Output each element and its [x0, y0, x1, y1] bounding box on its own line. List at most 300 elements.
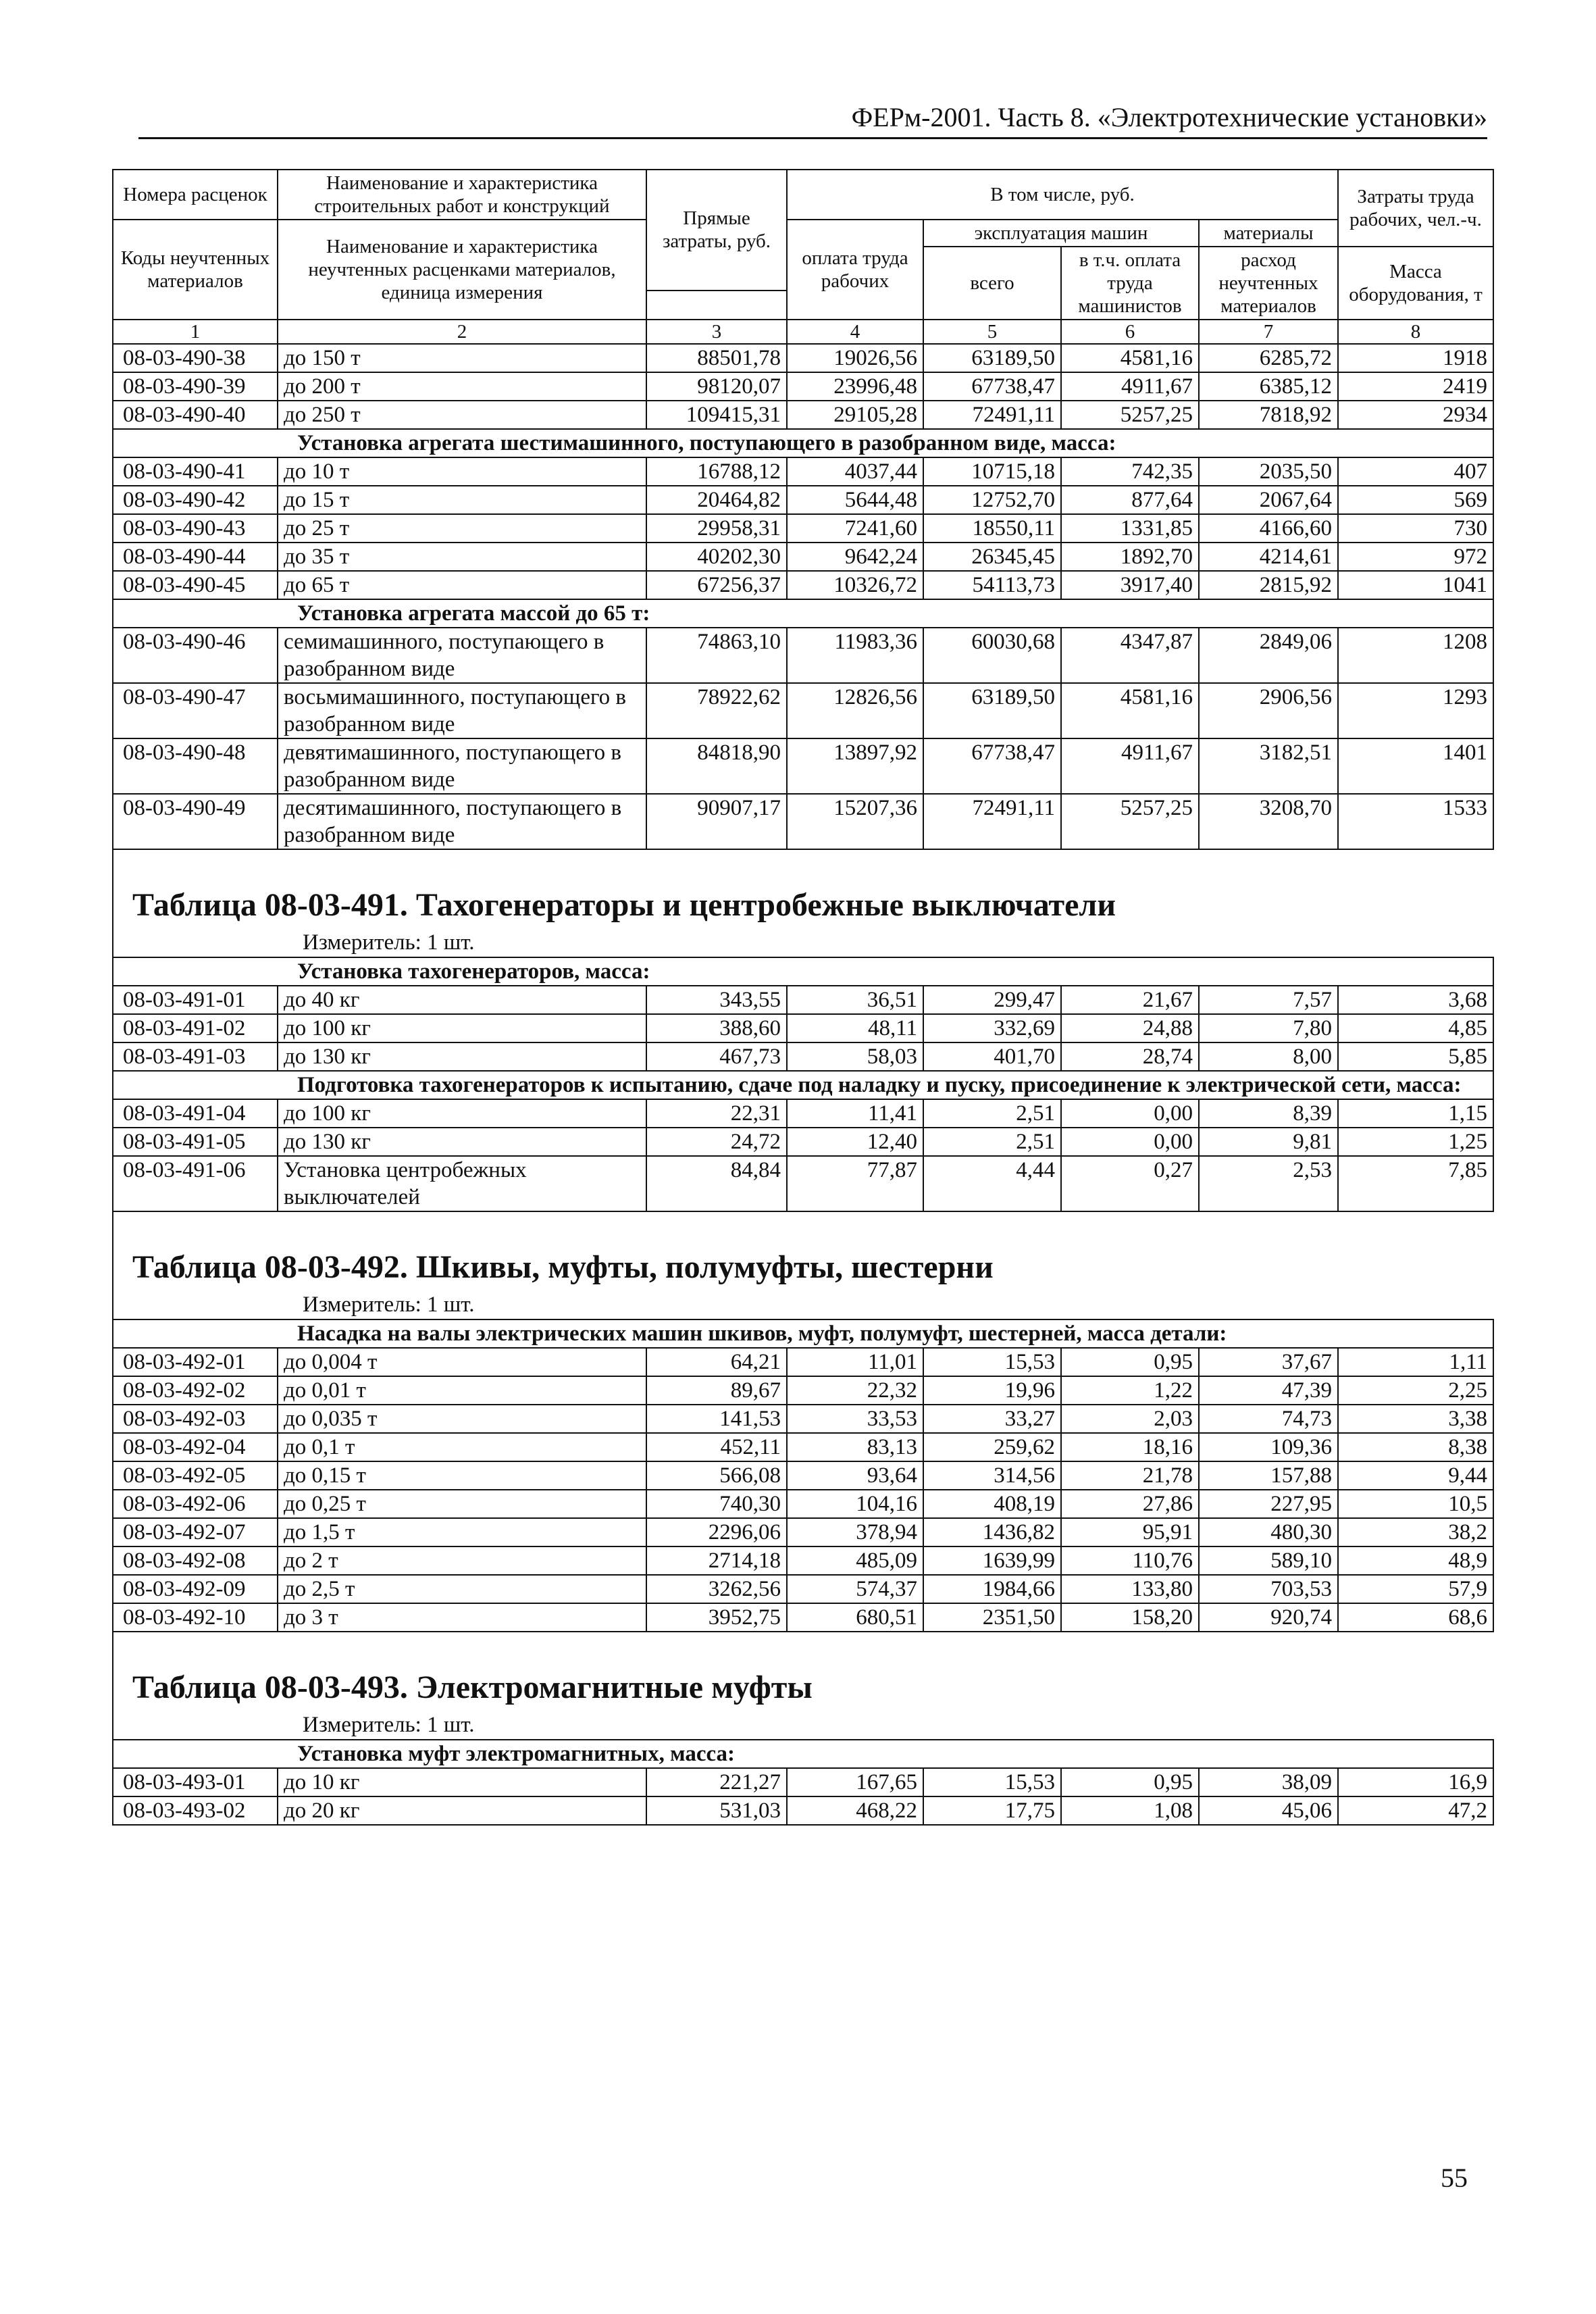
materials: 7818,92 — [1199, 401, 1338, 429]
machinist-wages: 0,00 — [1061, 1099, 1199, 1128]
table-row — [113, 543, 1493, 571]
section-heading: Установка муфт электромагнитных, масса: — [113, 1740, 1493, 1768]
work-name: до 25 т — [278, 514, 646, 543]
rate-code: 08-03-491-06 — [113, 1156, 278, 1211]
machines-total: 1984,66 — [923, 1575, 1061, 1603]
table-gap — [113, 849, 1493, 877]
labor: 9,44 — [1338, 1461, 1493, 1490]
section-heading: Насадка на валы электрических машин шкивов, муфт, полумуфт, шестерней, масса детали: — [113, 1319, 1493, 1348]
table-title: Таблица 08-03-493. Электромагнитные муфты — [132, 1669, 813, 1705]
rate-code: 08-03-490-40 — [113, 401, 278, 429]
work-name: до 10 кг — [278, 1768, 646, 1796]
table-title-row — [113, 1659, 1493, 1740]
labor: 16,9 — [1338, 1768, 1493, 1796]
materials: 4166,60 — [1199, 514, 1338, 543]
table-row — [113, 1490, 1493, 1518]
table-header — [113, 170, 1493, 344]
materials: 9,81 — [1199, 1128, 1338, 1156]
table-row — [113, 1603, 1493, 1632]
wages: 10326,72 — [787, 571, 923, 599]
rate-code: 08-03-493-01 — [113, 1768, 278, 1796]
machinist-wages: 21,78 — [1061, 1461, 1199, 1490]
table-row — [113, 457, 1493, 486]
direct-costs: 20464,82 — [646, 486, 787, 514]
column-number: 5 — [923, 320, 1061, 344]
wages: 4037,44 — [787, 457, 923, 486]
rate-code: 08-03-492-05 — [113, 1461, 278, 1490]
materials: 2906,56 — [1199, 683, 1338, 738]
labor: 2934 — [1338, 401, 1493, 429]
materials: 37,67 — [1199, 1348, 1338, 1376]
work-name: семимашинного, поступающего в разобранном виде — [278, 628, 646, 683]
section-heading: Установка агрегата массой до 65 т: — [113, 599, 1493, 628]
rate-code: 08-03-490-49 — [113, 794, 278, 849]
labor: 407 — [1338, 457, 1493, 486]
wages: 104,16 — [787, 1490, 923, 1518]
work-name: десятимашинного, поступающего в разобранном виде — [278, 794, 646, 849]
table-title-row — [113, 1239, 1493, 1319]
machines-total: 4,44 — [923, 1156, 1061, 1211]
machines-total: 19,96 — [923, 1376, 1061, 1405]
wages: 93,64 — [787, 1461, 923, 1490]
col-name-top: Наименование и характеристика строительных работ и конструкций — [278, 170, 646, 220]
direct-costs: 141,53 — [646, 1405, 787, 1433]
direct-costs: 40202,30 — [646, 543, 787, 571]
materials: 7,80 — [1199, 1014, 1338, 1042]
machines-total: 18550,11 — [923, 514, 1061, 543]
work-name: до 0,01 т — [278, 1376, 646, 1405]
machinist-wages: 5257,25 — [1061, 794, 1199, 849]
table-title-cell — [113, 877, 1493, 957]
labor: 3,38 — [1338, 1405, 1493, 1433]
column-numbers-row — [113, 320, 1493, 344]
section-heading: Подготовка тахогенераторов к испытанию, сдаче под наладку и пуску, присоединение к электрической сети, масса: — [113, 1071, 1493, 1099]
machinist-wages: 2,03 — [1061, 1405, 1199, 1433]
wages: 36,51 — [787, 986, 923, 1014]
rate-code: 08-03-490-45 — [113, 571, 278, 599]
materials: 4214,61 — [1199, 543, 1338, 571]
table-row — [113, 1768, 1493, 1796]
table-row — [113, 1546, 1493, 1575]
labor: 730 — [1338, 514, 1493, 543]
table-row — [113, 1348, 1493, 1376]
work-name: до 0,15 т — [278, 1461, 646, 1490]
col-name-bottom: Наименование и характеристика неучтенных расценками материалов, единица измерения — [278, 220, 646, 320]
machines-total: 15,53 — [923, 1348, 1061, 1376]
table-title-cell — [113, 1239, 1493, 1319]
machinist-wages: 28,74 — [1061, 1042, 1199, 1071]
table-row — [113, 1042, 1493, 1071]
table-measure: Измеритель: 1 шт. — [303, 1292, 475, 1317]
col-equip-mass: Масса оборудования, т — [1338, 247, 1493, 320]
labor: 1,25 — [1338, 1128, 1493, 1156]
direct-costs: 452,11 — [646, 1433, 787, 1461]
machines-total: 67738,47 — [923, 372, 1061, 401]
work-name: до 100 кг — [278, 1014, 646, 1042]
rate-code: 08-03-490-43 — [113, 514, 278, 543]
direct-costs: 84,84 — [646, 1156, 787, 1211]
work-name: до 250 т — [278, 401, 646, 429]
materials: 703,53 — [1199, 1575, 1338, 1603]
machinist-wages: 4911,67 — [1061, 372, 1199, 401]
machines-total: 67738,47 — [923, 738, 1061, 794]
section-heading-row — [113, 599, 1493, 628]
labor: 1041 — [1338, 571, 1493, 599]
table-row — [113, 1128, 1493, 1156]
machines-total: 332,69 — [923, 1014, 1061, 1042]
direct-costs: 74863,10 — [646, 628, 787, 683]
materials: 38,09 — [1199, 1768, 1338, 1796]
rate-code: 08-03-491-02 — [113, 1014, 278, 1042]
col-wages: оплата труда рабочих — [787, 220, 923, 320]
direct-costs: 16788,12 — [646, 457, 787, 486]
wages: 12,40 — [787, 1128, 923, 1156]
rate-code: 08-03-493-02 — [113, 1796, 278, 1825]
direct-costs: 740,30 — [646, 1490, 787, 1518]
table-row — [113, 628, 1493, 683]
rate-code: 08-03-490-39 — [113, 372, 278, 401]
work-name: Установка центробежных выключателей — [278, 1156, 646, 1211]
labor: 47,2 — [1338, 1796, 1493, 1825]
table-row — [113, 1156, 1493, 1211]
machines-total: 1639,99 — [923, 1546, 1061, 1575]
machines-total: 17,75 — [923, 1796, 1061, 1825]
wages: 468,22 — [787, 1796, 923, 1825]
header-spacer — [646, 291, 787, 320]
materials: 2035,50 — [1199, 457, 1338, 486]
work-name: до 130 кг — [278, 1042, 646, 1071]
wages: 58,03 — [787, 1042, 923, 1071]
work-name: до 200 т — [278, 372, 646, 401]
direct-costs: 98120,07 — [646, 372, 787, 401]
materials: 109,36 — [1199, 1433, 1338, 1461]
work-name: до 0,004 т — [278, 1348, 646, 1376]
machinist-wages: 5257,25 — [1061, 401, 1199, 429]
direct-costs: 89,67 — [646, 1376, 787, 1405]
wages: 29105,28 — [787, 401, 923, 429]
rate-code: 08-03-492-02 — [113, 1376, 278, 1405]
rate-code: 08-03-490-47 — [113, 683, 278, 738]
machinist-wages: 24,88 — [1061, 1014, 1199, 1042]
machines-total: 314,56 — [923, 1461, 1061, 1490]
rate-code: 08-03-491-01 — [113, 986, 278, 1014]
machinist-wages: 877,64 — [1061, 486, 1199, 514]
machinist-wages: 4581,16 — [1061, 344, 1199, 372]
column-number: 7 — [1199, 320, 1338, 344]
labor: 2419 — [1338, 372, 1493, 401]
wages: 12826,56 — [787, 683, 923, 738]
direct-costs: 467,73 — [646, 1042, 787, 1071]
labor: 7,85 — [1338, 1156, 1493, 1211]
labor: 4,85 — [1338, 1014, 1493, 1042]
machines-total: 299,47 — [923, 986, 1061, 1014]
work-name: до 2 т — [278, 1546, 646, 1575]
machinist-wages: 95,91 — [1061, 1518, 1199, 1546]
rate-code: 08-03-492-04 — [113, 1433, 278, 1461]
machinist-wages: 1,08 — [1061, 1796, 1199, 1825]
materials: 589,10 — [1199, 1546, 1338, 1575]
work-name: до 15 т — [278, 486, 646, 514]
table-row — [113, 1014, 1493, 1042]
gap-cell — [113, 1211, 1493, 1239]
direct-costs: 343,55 — [646, 986, 787, 1014]
table-title-row — [113, 877, 1493, 957]
section-heading: Установка агрегата шестимашинного, поступающего в разобранном виде, масса: — [113, 429, 1493, 457]
materials: 6385,12 — [1199, 372, 1338, 401]
wages: 680,51 — [787, 1603, 923, 1632]
page-number: 55 — [1441, 2163, 1468, 2193]
wages: 83,13 — [787, 1433, 923, 1461]
materials: 2815,92 — [1199, 571, 1338, 599]
machines-total: 33,27 — [923, 1405, 1061, 1433]
labor: 1401 — [1338, 738, 1493, 794]
labor: 57,9 — [1338, 1575, 1493, 1603]
direct-costs: 3952,75 — [646, 1603, 787, 1632]
rate-code: 08-03-492-03 — [113, 1405, 278, 1433]
machinist-wages: 0,00 — [1061, 1128, 1199, 1156]
column-number: 1 — [113, 320, 278, 344]
direct-costs: 24,72 — [646, 1128, 787, 1156]
labor: 10,5 — [1338, 1490, 1493, 1518]
direct-costs: 388,60 — [646, 1014, 787, 1042]
machinist-wages: 1892,70 — [1061, 543, 1199, 571]
table-row — [113, 344, 1493, 372]
machines-total: 2,51 — [923, 1128, 1061, 1156]
table-row — [113, 571, 1493, 599]
labor: 1918 — [1338, 344, 1493, 372]
machinist-wages: 133,80 — [1061, 1575, 1199, 1603]
table-body — [113, 344, 1493, 1825]
materials: 227,95 — [1199, 1490, 1338, 1518]
wages: 13897,92 — [787, 738, 923, 794]
rate-code: 08-03-490-44 — [113, 543, 278, 571]
direct-costs: 531,03 — [646, 1796, 787, 1825]
machinist-wages: 1,22 — [1061, 1376, 1199, 1405]
table-row — [113, 1575, 1493, 1603]
machines-total: 15,53 — [923, 1768, 1061, 1796]
work-name: до 10 т — [278, 457, 646, 486]
work-name: восьмимашинного, поступающего в разобранном виде — [278, 683, 646, 738]
column-number: 8 — [1338, 320, 1493, 344]
direct-costs: 2296,06 — [646, 1518, 787, 1546]
machines-total: 12752,70 — [923, 486, 1061, 514]
machinist-wages: 4911,67 — [1061, 738, 1199, 794]
direct-costs: 78922,62 — [646, 683, 787, 738]
machinist-wages: 18,16 — [1061, 1433, 1199, 1461]
table-row — [113, 514, 1493, 543]
machines-total: 10715,18 — [923, 457, 1061, 486]
labor: 1293 — [1338, 683, 1493, 738]
work-name: до 130 кг — [278, 1128, 646, 1156]
machinist-wages: 21,67 — [1061, 986, 1199, 1014]
wages: 9642,24 — [787, 543, 923, 571]
running-head: ФЕРм-2001. Часть 8. «Электротехнические установки» — [138, 101, 1487, 139]
machinist-wages: 4581,16 — [1061, 683, 1199, 738]
table-row — [113, 1518, 1493, 1546]
wages: 15207,36 — [787, 794, 923, 849]
wages: 48,11 — [787, 1014, 923, 1042]
materials: 2,53 — [1199, 1156, 1338, 1211]
rate-code: 08-03-490-46 — [113, 628, 278, 683]
machinist-wages: 3917,40 — [1061, 571, 1199, 599]
direct-costs: 84818,90 — [646, 738, 787, 794]
machinist-wages: 1331,85 — [1061, 514, 1199, 543]
rate-code: 08-03-491-03 — [113, 1042, 278, 1071]
table-title: Таблица 08-03-491. Тахогенераторы и центробежные выключатели — [132, 887, 1116, 923]
gap-cell — [113, 1632, 1493, 1659]
machines-total: 72491,11 — [923, 794, 1061, 849]
section-heading-row — [113, 1319, 1493, 1348]
table-row — [113, 1461, 1493, 1490]
machines-total: 72491,11 — [923, 401, 1061, 429]
materials: 8,00 — [1199, 1042, 1338, 1071]
work-name: до 0,035 т — [278, 1405, 646, 1433]
column-number: 4 — [787, 320, 923, 344]
materials: 45,06 — [1199, 1796, 1338, 1825]
col-materials: материалы — [1199, 220, 1338, 247]
machinist-wages: 0,95 — [1061, 1768, 1199, 1796]
table-title-cell — [113, 1659, 1493, 1740]
section-heading-row — [113, 1740, 1493, 1768]
wages: 77,87 — [787, 1156, 923, 1211]
work-name: до 3 т — [278, 1603, 646, 1632]
rate-code: 08-03-492-07 — [113, 1518, 278, 1546]
wages: 574,37 — [787, 1575, 923, 1603]
table-row — [113, 794, 1493, 849]
labor: 569 — [1338, 486, 1493, 514]
work-name: девятимашинного, поступающего в разобранном виде — [278, 738, 646, 794]
table-gap — [113, 1211, 1493, 1239]
work-name: до 150 т — [278, 344, 646, 372]
wages: 378,94 — [787, 1518, 923, 1546]
work-name: до 0,25 т — [278, 1490, 646, 1518]
col-machines-wages: в т.ч. оплата труда машинистов — [1061, 247, 1199, 320]
materials: 3182,51 — [1199, 738, 1338, 794]
machines-total: 259,62 — [923, 1433, 1061, 1461]
machines-total: 2351,50 — [923, 1603, 1061, 1632]
materials: 74,73 — [1199, 1405, 1338, 1433]
labor: 5,85 — [1338, 1042, 1493, 1071]
machinist-wages: 110,76 — [1061, 1546, 1199, 1575]
rate-code: 08-03-491-04 — [113, 1099, 278, 1128]
work-name: до 1,5 т — [278, 1518, 646, 1546]
work-name: до 2,5 т — [278, 1575, 646, 1603]
work-name: до 100 кг — [278, 1099, 646, 1128]
rate-code: 08-03-490-42 — [113, 486, 278, 514]
materials: 6285,72 — [1199, 344, 1338, 372]
table-row — [113, 401, 1493, 429]
table-row — [113, 1433, 1493, 1461]
direct-costs: 2714,18 — [646, 1546, 787, 1575]
materials: 8,39 — [1199, 1099, 1338, 1128]
wages: 11,41 — [787, 1099, 923, 1128]
work-name: до 65 т — [278, 571, 646, 599]
work-name: до 20 кг — [278, 1796, 646, 1825]
table-gap — [113, 1632, 1493, 1659]
labor: 48,9 — [1338, 1546, 1493, 1575]
labor: 38,2 — [1338, 1518, 1493, 1546]
wages: 7241,60 — [787, 514, 923, 543]
machines-total: 26345,45 — [923, 543, 1061, 571]
materials: 480,30 — [1199, 1518, 1338, 1546]
col-incl: В том числе, руб. — [787, 170, 1338, 220]
machines-total: 1436,82 — [923, 1518, 1061, 1546]
direct-costs: 67256,37 — [646, 571, 787, 599]
materials: 7,57 — [1199, 986, 1338, 1014]
wages: 22,32 — [787, 1376, 923, 1405]
machines-total: 63189,50 — [923, 683, 1061, 738]
col-direct-costs: Прямые затраты, руб. — [646, 170, 787, 291]
col-machines: эксплуатация машин — [923, 220, 1199, 247]
table-measure: Измеритель: 1 шт. — [303, 1713, 475, 1737]
labor: 1533 — [1338, 794, 1493, 849]
machines-total: 408,19 — [923, 1490, 1061, 1518]
materials: 2067,64 — [1199, 486, 1338, 514]
machinist-wages: 0,95 — [1061, 1348, 1199, 1376]
wages: 23996,48 — [787, 372, 923, 401]
table-row — [113, 1405, 1493, 1433]
direct-costs: 90907,17 — [646, 794, 787, 849]
rates-table — [112, 169, 1494, 1826]
machines-total: 2,51 — [923, 1099, 1061, 1128]
rates-sheet — [112, 169, 1493, 1826]
section-heading-row — [113, 1071, 1493, 1099]
machinist-wages: 27,86 — [1061, 1490, 1199, 1518]
machinist-wages: 0,27 — [1061, 1156, 1199, 1211]
direct-costs: 88501,78 — [646, 344, 787, 372]
work-name: до 0,1 т — [278, 1433, 646, 1461]
col-materials-use: расход неучтенных материалов — [1199, 247, 1338, 320]
table-row — [113, 683, 1493, 738]
labor: 3,68 — [1338, 986, 1493, 1014]
table-measure: Измеритель: 1 шт. — [303, 930, 475, 955]
gap-cell — [113, 849, 1493, 877]
machinist-wages: 158,20 — [1061, 1603, 1199, 1632]
direct-costs: 221,27 — [646, 1768, 787, 1796]
materials: 157,88 — [1199, 1461, 1338, 1490]
table-row — [113, 372, 1493, 401]
rate-code: 08-03-492-10 — [113, 1603, 278, 1632]
labor: 2,25 — [1338, 1376, 1493, 1405]
rate-code: 08-03-490-38 — [113, 344, 278, 372]
work-name: до 40 кг — [278, 986, 646, 1014]
rate-code: 08-03-492-08 — [113, 1546, 278, 1575]
machines-total: 54113,73 — [923, 571, 1061, 599]
rate-code: 08-03-492-06 — [113, 1490, 278, 1518]
wages: 11983,36 — [787, 628, 923, 683]
col-code-top: Номера расценок — [113, 170, 278, 220]
wages: 11,01 — [787, 1348, 923, 1376]
labor: 68,6 — [1338, 1603, 1493, 1632]
wages: 167,65 — [787, 1768, 923, 1796]
machines-total: 63189,50 — [923, 344, 1061, 372]
direct-costs: 3262,56 — [646, 1575, 787, 1603]
materials: 920,74 — [1199, 1603, 1338, 1632]
work-name: до 35 т — [278, 543, 646, 571]
section-heading: Установка тахогенераторов, масса: — [113, 957, 1493, 986]
materials: 47,39 — [1199, 1376, 1338, 1405]
wages: 5644,48 — [787, 486, 923, 514]
machines-total: 401,70 — [923, 1042, 1061, 1071]
col-machines-total: всего — [923, 247, 1061, 320]
materials: 3208,70 — [1199, 794, 1338, 849]
col-labor: Затраты труда рабочих, чел.-ч. — [1338, 170, 1493, 247]
materials: 2849,06 — [1199, 628, 1338, 683]
column-number: 3 — [646, 320, 787, 344]
labor: 972 — [1338, 543, 1493, 571]
labor: 1,11 — [1338, 1348, 1493, 1376]
table-title: Таблица 08-03-492. Шкивы, муфты, полумуфты, шестерни — [132, 1249, 994, 1285]
